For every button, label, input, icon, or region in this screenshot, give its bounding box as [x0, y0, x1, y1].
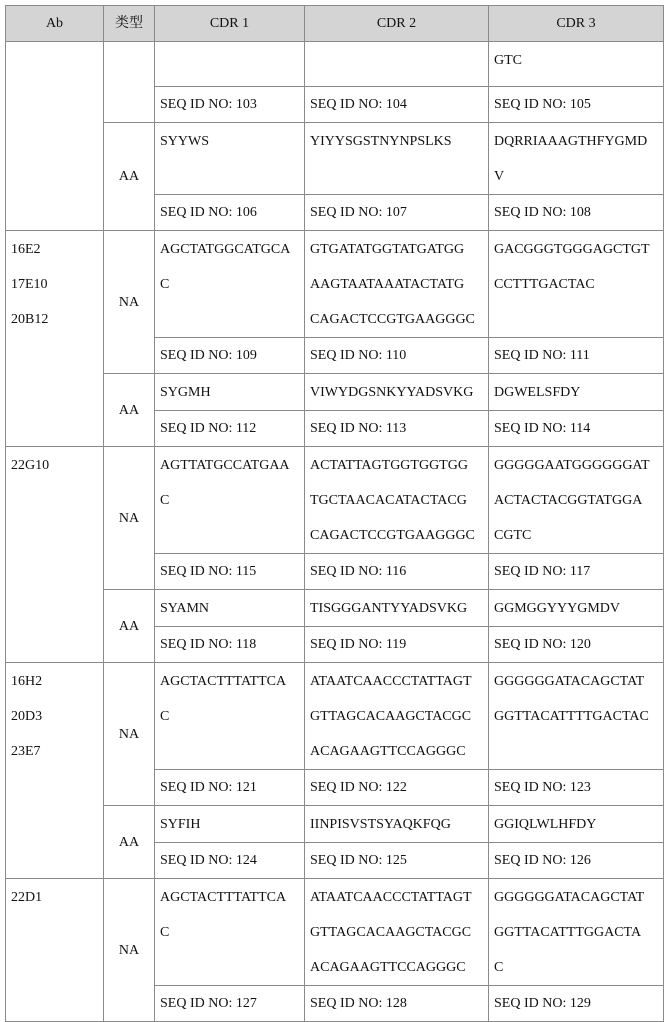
cdr2-sequence: YIYYSGSTNYNPSLKS: [305, 123, 489, 195]
header-type: 类型: [104, 6, 155, 42]
cdr2-sequence: [305, 42, 489, 87]
cdr1-sequence: SYAMN: [155, 590, 305, 627]
sequence-type: AA: [104, 374, 155, 447]
cdr1-seq-id: SEQ ID NO: 103: [155, 87, 305, 123]
cdr1-sequence: [155, 42, 305, 87]
antibody-name: 16E2 17E10 20B12: [6, 231, 104, 447]
cdr1-seq-id: SEQ ID NO: 112: [155, 411, 305, 447]
table-row: [6, 663, 664, 770]
table-row: [6, 590, 664, 627]
table-row: [6, 231, 664, 338]
cdr1-seq-id: SEQ ID NO: 118: [155, 627, 305, 663]
cdr3-seq-id: SEQ ID NO: 111: [489, 338, 664, 374]
cdr1-seq-id: SEQ ID NO: 115: [155, 554, 305, 590]
sequence-type: NA: [104, 663, 155, 806]
cdr1-sequence: AGTTATGCCATGAA C: [155, 447, 305, 554]
header-ab: Ab: [6, 6, 104, 42]
cdr3-seq-id: SEQ ID NO: 114: [489, 411, 664, 447]
antibody-name: 22G10: [6, 447, 104, 663]
cdr3-sequence: GTC: [489, 42, 664, 87]
sequence-type: AA: [104, 806, 155, 879]
cdr3-seq-id: SEQ ID NO: 120: [489, 627, 664, 663]
cdr2-seq-id: SEQ ID NO: 128: [305, 986, 489, 1022]
cdr3-seq-id: SEQ ID NO: 123: [489, 770, 664, 806]
antibody-name: 16H2 20D3 23E7: [6, 663, 104, 879]
cdr3-seq-id: SEQ ID NO: 108: [489, 195, 664, 231]
cdr3-sequence: GGGGGGATACAGCTAT GGTTACATTTGGACTA C: [489, 879, 664, 986]
header-cdr1: CDR 1: [155, 6, 305, 42]
cdr1-seq-id: SEQ ID NO: 124: [155, 843, 305, 879]
cdr2-seq-id: SEQ ID NO: 113: [305, 411, 489, 447]
cdr2-sequence: VIWYDGSNKYYADSVKG: [305, 374, 489, 411]
cdr2-seq-id: SEQ ID NO: 110: [305, 338, 489, 374]
header-cdr3: CDR 3: [489, 6, 664, 42]
sequence-type: NA: [104, 231, 155, 374]
table-header-row: [6, 6, 664, 42]
table-row: [6, 42, 664, 87]
cdr1-sequence: AGCTACTTTATTCA C: [155, 879, 305, 986]
cdr1-seq-id: SEQ ID NO: 121: [155, 770, 305, 806]
table-row: [6, 123, 664, 195]
table-row: [6, 447, 664, 554]
cdr1-seq-id: SEQ ID NO: 106: [155, 195, 305, 231]
table-row: [6, 806, 664, 843]
table-row: [6, 374, 664, 411]
sequence-type: NA: [104, 447, 155, 590]
cdr1-sequence: SYFIH: [155, 806, 305, 843]
cdr2-sequence: ACTATTAGTGGTGGTGG TGCTAACACATACTACG CAGACTCCGTGAAGGGC: [305, 447, 489, 554]
cdr1-seq-id: SEQ ID NO: 127: [155, 986, 305, 1022]
cdr3-seq-id: SEQ ID NO: 129: [489, 986, 664, 1022]
cdr2-seq-id: SEQ ID NO: 119: [305, 627, 489, 663]
cdr3-sequence: GGGGGAATGGGGGGAT ACTACTACGGTATGGA CGTC: [489, 447, 664, 554]
cdr2-seq-id: SEQ ID NO: 116: [305, 554, 489, 590]
cdr2-sequence: TISGGGANTYYADSVKG: [305, 590, 489, 627]
sequence-type: NA: [104, 879, 155, 1022]
cdr2-sequence: ATAATCAACCCTATTAGT GTTAGCACAAGCTACGC ACAGAAGTTCCAGGGC: [305, 663, 489, 770]
cdr3-seq-id: SEQ ID NO: 105: [489, 87, 664, 123]
table-row: [6, 879, 664, 986]
sequence-type: [104, 42, 155, 123]
cdr3-seq-id: SEQ ID NO: 117: [489, 554, 664, 590]
cdr2-seq-id: SEQ ID NO: 107: [305, 195, 489, 231]
cdr1-sequence: AGCTATGGCATGCA C: [155, 231, 305, 338]
cdr3-sequence: GGIQLWLHFDY: [489, 806, 664, 843]
cdr1-sequence: SYYWS: [155, 123, 305, 195]
cdr3-seq-id: SEQ ID NO: 126: [489, 843, 664, 879]
header-cdr2: CDR 2: [305, 6, 489, 42]
sequence-type: AA: [104, 590, 155, 663]
cdr3-sequence: GGGGGGATACAGCTAT GGTTACATTTTGACTAC: [489, 663, 664, 770]
cdr1-sequence: AGCTACTTTATTCA C: [155, 663, 305, 770]
cdr2-seq-id: SEQ ID NO: 125: [305, 843, 489, 879]
cdr2-seq-id: SEQ ID NO: 104: [305, 87, 489, 123]
sequence-type: AA: [104, 123, 155, 231]
table-body: [6, 42, 664, 1022]
cdr3-sequence: DQRRIAAAGTHFYGMD V: [489, 123, 664, 195]
cdr2-sequence: IINPISVSTSYAQKFQG: [305, 806, 489, 843]
cdr3-sequence: GACGGGTGGGAGCTGT CCTTTGACTAC: [489, 231, 664, 338]
antibody-name: [6, 42, 104, 231]
cdr2-sequence: GTGATATGGTATGATGG AAGTAATAAATACTATG CAGACTCCGTGAAGGGC: [305, 231, 489, 338]
cdr2-seq-id: SEQ ID NO: 122: [305, 770, 489, 806]
antibody-name: 22D1: [6, 879, 104, 1022]
cdr-sequence-table: [5, 5, 664, 1022]
cdr3-sequence: DGWELSFDY: [489, 374, 664, 411]
cdr2-sequence: ATAATCAACCCTATTAGT GTTAGCACAAGCTACGC ACAGAAGTTCCAGGGC: [305, 879, 489, 986]
cdr3-sequence: GGMGGYYYGMDV: [489, 590, 664, 627]
cdr1-sequence: SYGMH: [155, 374, 305, 411]
cdr1-seq-id: SEQ ID NO: 109: [155, 338, 305, 374]
